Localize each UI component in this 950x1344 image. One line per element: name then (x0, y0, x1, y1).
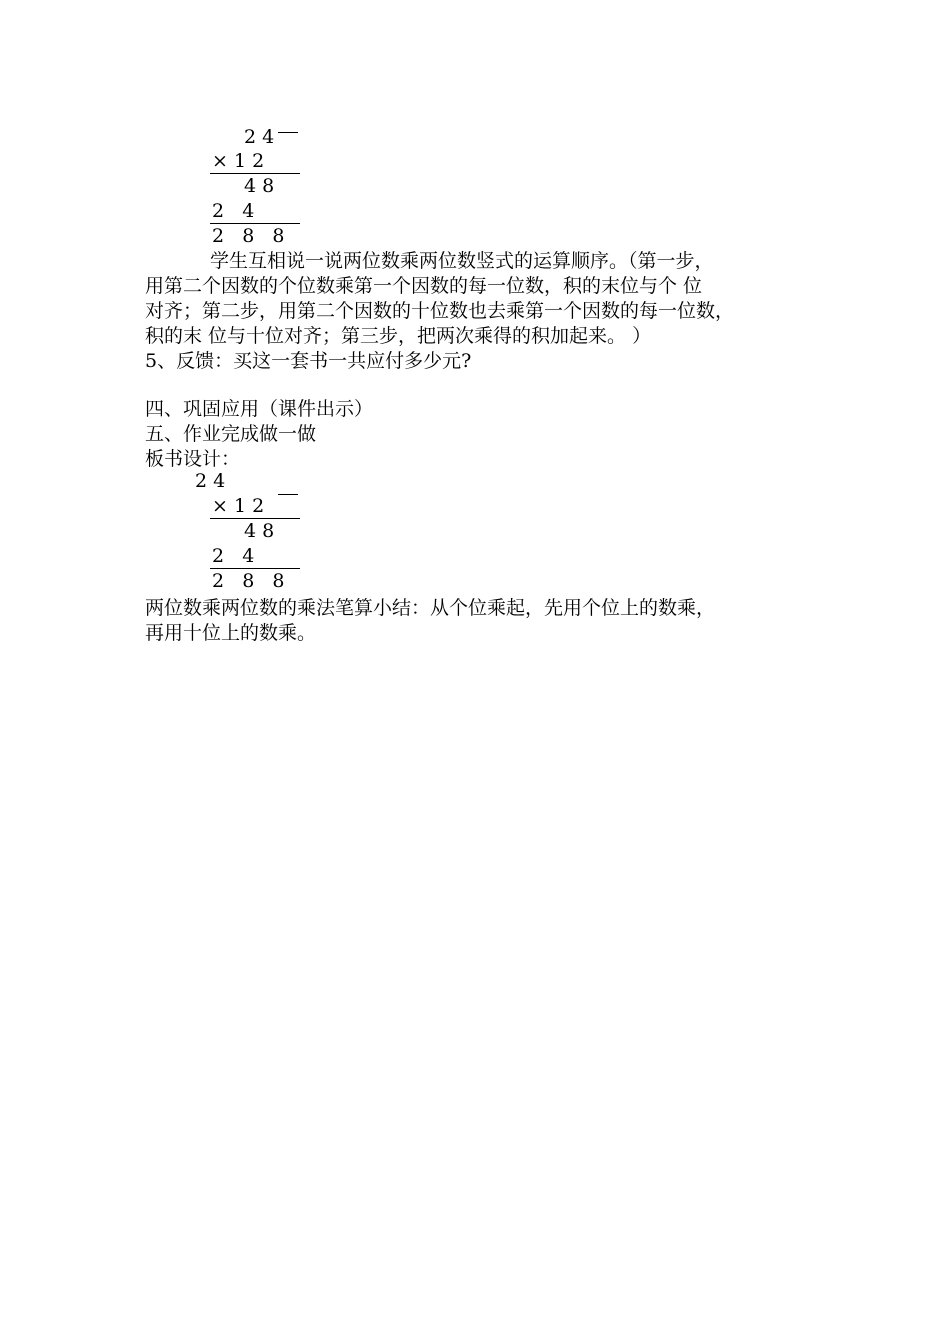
feedback-item: 5、反馈：买这一套书一共应付多少元? (145, 350, 472, 372)
calc2-partial-2: 2 4 (212, 545, 255, 567)
calc1-rule-1 (210, 173, 300, 174)
paragraph-line-3: 对齐；第二步，用第二个因数的十位数也去乘第一个因数的每一位数， (145, 300, 735, 322)
calc2-partial-1: 4 8 (244, 520, 275, 542)
calc2-rule-1 (210, 518, 300, 519)
calc2-multiplier: × 1 2 (212, 495, 265, 517)
calc1-partial-2: 2 4 (212, 200, 255, 222)
summary-line-1: 两位数乘两位数的乘法笔算小结：从个位乘起，先用个位上的数乘， (145, 597, 716, 619)
board-design-title: 板书设计： (145, 448, 241, 470)
calc2-product: 2 8 8 (212, 570, 285, 592)
paragraph-line-1: 学生互相说一说两位数乘两位数竖式的运算顺序。（第一步， (210, 250, 714, 272)
calc1-rule-2 (210, 223, 300, 224)
calc2-top-mark (278, 494, 298, 495)
summary-line-2: 再用十位上的数乘。 (145, 622, 317, 644)
calc1-multiplier: × 1 2 (212, 150, 265, 172)
calc1-multiplicand: 2 4 (244, 126, 275, 148)
calc1-product: 2 8 8 (212, 225, 285, 247)
calc1-partial-1: 4 8 (244, 175, 275, 197)
calc2-rule-2 (210, 568, 300, 569)
calc2-multiplicand: 2 4 (195, 470, 226, 492)
vertical-multiplication-2 (193, 470, 293, 600)
paragraph-line-2: 用第二个因数的个位数乘第一个因数的每一位数，积的末位与个 位 (145, 275, 703, 297)
section-heading-5: 五、作业完成做一做 (145, 423, 317, 445)
calc1-top-mark (278, 132, 298, 133)
section-heading-4: 四、巩固应用（课件出示） (145, 398, 374, 420)
paragraph-line-4: 积的末 位与十位对齐；第三步，把两次乘得的积加起来。 ） (145, 325, 652, 347)
vertical-multiplication-1 (210, 126, 310, 256)
